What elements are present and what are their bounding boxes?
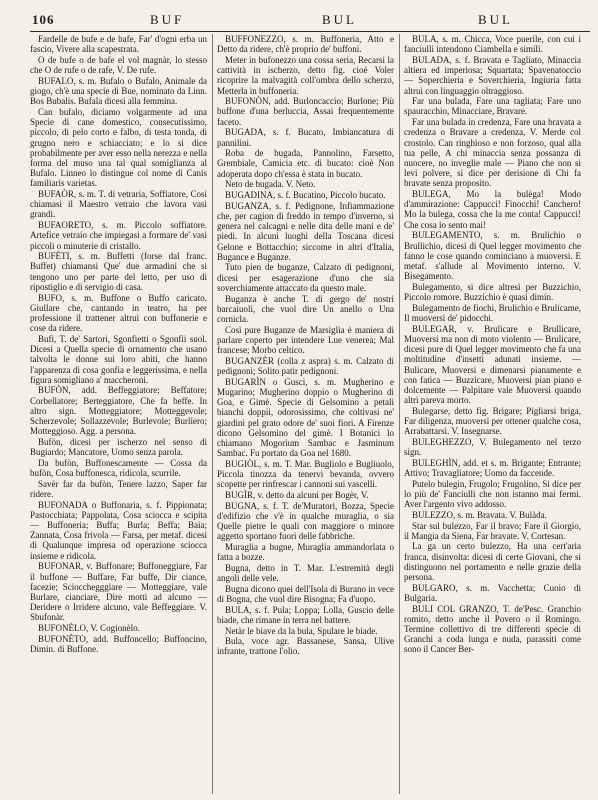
dictionary-entry: BULEGAMENTO, s. m. Brulichio o Brullichio, dicesi di Quel legger movimento che fanno le cose quando cominciano a muoversi. E metaf. s'allude al Movimento interno. V. Bisegamento. bbox=[404, 230, 581, 282]
dictionary-entry: BULEGHEZZO, V. Bulegamento nel terzo sign. bbox=[404, 436, 581, 458]
dictionary-entry: Bufi, T. de' Sartori, Sgonfietti o Sgonfii suol. Dicesi a Quella specie di ornamento che usano talvolta le donne sui loro abiti, che hanno l'apparenza di cosa gonfia e leggerissima, e nella figura somigliano a' maccheroni. bbox=[30, 333, 207, 385]
dictionary-entry: BULEGA, Mo la bulèga! Modo d'ammirazione: Cappucci! Finocchi! Canchero! Mo la bulega, cossa che la me conta! Cappucci! Che cosa io sento mai! bbox=[404, 189, 581, 230]
dictionary-entry: BULEGAR, v. Brulicare e Brullicare, Muoversi ma non di moto violento — Brulicare, dicesi pure di Quel legger movimento che fa una moltitudine d'insetti adunati insieme. — Bulicare, Muoversi e dimenarsi pianamente e con fatica — Buzzicare, Muoversi pian piano e dolcemente — Palpitare vale Muoversi quando altri pareva morto. bbox=[404, 323, 581, 406]
dictionary-entry: BULADA, s. f. Bravata e Tagliato, Minaccia altiera ed imperiosa; Squartata; Spavenatoccio — Soperchieria e Soverchieria, Ingiuria fatta altrui con linguaggio oltraggioso. bbox=[404, 54, 581, 96]
dictionary-entry: Buganza è anche T. di gergo de' nostri barcaiuoli, che vuol dire Un anello o Una cornicla. bbox=[217, 293, 394, 324]
dictionary-entry: BUFÈTI, s. m. Buffetti (forse dal franc. Buffet) chiamansi Que' due armadini che si tengono uno per parte del letto, per uso di ripostiglio e di servigio di casa. bbox=[30, 251, 207, 292]
dictionary-entry: Bugna, detto in T. Mar. L'estremità degli angoli delle vele. bbox=[217, 562, 394, 584]
dictionary-entry: Fardelle de bufe e de bafe, Far' d'ogni erba un fascio, Vivere alla scapestrata. bbox=[30, 34, 207, 55]
dictionary-entry: BUGADINA, s. f. Bucatino, Piccolo bucato. bbox=[225, 190, 386, 201]
dictionary-entry: Bulegamento, si dice altresì per Buzzichio, Piccolo romore. Buzzichio è quasi dimin. bbox=[404, 281, 581, 303]
dictionary-entry: BUFAÒR, s. m. T. di vetraria, Soffiatore, Così chiamasi il Maestro vetraio che lavora vasi grandi. bbox=[30, 189, 207, 220]
dictionary-entry: BUGARÌN o Gusci, s. m. Mugherino e Mugarino; Mugherino doppio o Mugherino di Goa, e Gimè. Specie di Gelsomino a petali bianchi doppii, odorosissimo, che coltivasi ne' giardini pel grato odore de' suoi fiori. A Firenze dicono Gelsomino del gimè. I Botanici lo chiamano Mogorium Sambac e Jasminum Sambac. Fu portato da Goa nel 1680. bbox=[217, 376, 394, 459]
dictionary-entry: BUFFONEZZO, s. m. Buffoneria, Atto e Detto da ridere, ch'è proprio de' buffoni. bbox=[217, 34, 394, 55]
dictionary-entry: BUFONÒN, add. Burloncaccio; Burlone; Più buffone d'una berluccia, Assai frequentemente faceto. bbox=[217, 96, 394, 127]
dictionary-entry: BUFONADA o Buffonaria, s. f. Pippionata; Pastocchiata; Pappolata, Cosa sciocca e scipita — Buffoneria; Buffa; Burla; Beffa; Baia; Zannata, Cosa frivola — Farsa, per metaf. dicesi di Qualunque impresa od operazione sciocca insieme e ridicola. bbox=[30, 499, 207, 561]
column-1 bbox=[30, 34, 207, 794]
dictionary-entry: BULI COL GRANZO, T. de'Pesc. Granchio romito, detto anche il Povero o il Romingo. Termine collettivo di tre differenti specie di Granchi a coda lunga e nuda, parassiti come sono il Cancer Ber- bbox=[404, 603, 581, 655]
dictionary-entry: BUFONÈTO, add. Buffoncello; Buffoncino, Dimin. di Buffone. bbox=[30, 633, 207, 654]
dictionary-entry: BUFONÈLO, V. Cogionèlo. bbox=[38, 623, 140, 634]
dictionary-entry: Bufòn, dicesi per ischerzo nel senso di Bugiardo; Mancatore, Uomo senza parola. bbox=[30, 436, 207, 458]
dictionary-entry: Così pure Buganze de Marsiglia è maniera di parlare coperto per intendere Lue venerea; Mal francese; Morbo celtico. bbox=[217, 324, 394, 356]
dictionary-entry: BULA, s. m. Chicca, Voce puerile, con cui i fanciulli intendono Ciambella e simili. bbox=[404, 34, 581, 55]
column-divider-1 bbox=[212, 34, 213, 794]
dictionary-entry: Bulegamento de fiochi, Brulichio e Brulicame, Il muoversi de' pidocchi. bbox=[404, 302, 581, 323]
header-rule bbox=[30, 31, 590, 32]
dictionary-entry: BULEZZO, s. m. Bravata. V. Bulàda. bbox=[412, 509, 547, 520]
dictionary-entry: Bula, voce agr. Bassanese, Sansa, Ulive infrante, trattone l'olio. bbox=[217, 636, 394, 657]
dictionary-entry: O de bufe o de bafe el vol magnàr, lo stesso che O de rufe o de rafe, V. De rufe. bbox=[30, 54, 207, 76]
dictionary-entry: BUGADA, s. f. Bucato, Imbiancatura di pannilini. bbox=[217, 127, 394, 148]
dictionary-entry: BULEGHÌN, add. et s. m. Brigante; Entrante; Attivo; Travagliatore; Uomo da faccende. bbox=[404, 457, 581, 479]
dictionary-entry: BUFONAR, v. Buffonare; Buffoneggiare, Far il buffone — Buffare, Far buffe, Dir ciance, facezie; Sciocchegggiare — Motteggiare, vale Burlare, cianciare, Dire motti ad alcuno — Deridere o Irridere alcuno, vale Beffeggiare. V. Sbufonàr. bbox=[30, 561, 207, 623]
dictionary-entry: Savèr far da bufòn, Tenere lazzo, Saper far ridere. bbox=[30, 478, 207, 499]
dictionary-entry: BUFALO, s. m. Bufalo o Bufalo, Animale da giogo, ch'è una specie di Bue, nominato da Linn. Bos Bubalis. Bufala dicesi alla femmina. bbox=[30, 75, 207, 107]
dictionary-entry: Neto de bugada. V. Neto. bbox=[225, 179, 316, 190]
dictionary-entry: BUGIÒL, s. m. T. Mar. Bugliolo e Bugliuolo, Piccola tinozza da tenervi bevanda, ovvero scopette per rinfrescar i cannoni sui vascelli. bbox=[217, 458, 394, 490]
dictionary-entry: Far una bulada, Fare una tagliata; Fare uno spauracchio, Minacciare, Bravare. bbox=[404, 96, 581, 117]
dictionary-entry: La ga un certo bulezzo, Ha una cert'aria franca, disinvolta: dicesi di certe Giovani, che si distinguono nel portamento e nelle grazie della persona. bbox=[404, 541, 581, 583]
dictionary-entry: BUGANZA, s. f. Pedignone, Infiammazione che, per cagion di freddo in tempo d'inverno, si genera nel calcagni e nelle dita delle mani e de' piedi. In alcuni luoghi della Toscana dicesi Gelone e Bottacchio; siccome in altri d'Italia, Bugance e Buganze. bbox=[217, 200, 394, 262]
dictionary-entry: BUGANZÈR (colla z aspra) s. m. Calzato di pedignoni; Solito patir pedignoni. bbox=[217, 355, 394, 376]
dictionary-entry: Muraglia a bugne, Muraglia ammandorlata o fatta a bozze. bbox=[217, 541, 394, 563]
running-head-left: BUF bbox=[150, 12, 185, 27]
column-divider-2 bbox=[399, 34, 400, 794]
dictionary-entry: Bulegarse, detto fig. Brigare; Pigliarsi briga, Far diligenza, muoversi per ottener qualche cosa, Arrabattarsi. V. Insegnarse. bbox=[404, 405, 581, 437]
dictionary-entry: BUGNA, s. f. T. de'Muratori, Bozza, Specie d'edifizio che v'è in qualche muraglia, o sia Quelle pietre le quali con maggiore o minore aggetto sportano fuori delle fabbriche. bbox=[217, 500, 394, 542]
dictionary-entry: BULGARO, s. m. Vacchetta; Cuoio di Bulgaria. bbox=[404, 582, 581, 603]
dictionary-entry: Da bufòn, Buffonescamente — Cossa da bufòn, Cosa buffonesca, ridicola, scurrile. bbox=[30, 457, 207, 479]
page-number: 106 bbox=[32, 12, 55, 27]
dictionary-entry: Tuto pien de buganze, Calzato di pedignoni, dicesi per esagerazione d'uno che sia soverchiamente attaccato da questo male. bbox=[217, 262, 394, 293]
running-head-center: BUL bbox=[322, 12, 357, 27]
dictionary-entry: Meter in bufonezzo una cossa seria, Recarsi la cattività in ischerzo, detto fig. cioè Voler ricoprire la malvagità coll'ombra dello scherzo, Metterla in buffoneria. bbox=[217, 54, 394, 96]
dictionary-entry: Roba de bugada, Pannolino, Farsetto, Grembiale, Camicia etc. di bucato: cioè Non adoperata dopo ch'essa è stata in bucato. bbox=[217, 148, 394, 179]
column-2 bbox=[217, 34, 394, 794]
dictionary-entry: BUFÒN, add. Beffeggiatore; Beffatore; Corbellatore; Berteggiatore, Che fa beffe. In altro sign. Motteggiatore; Motteggevole; Scherzevole; Sollazzevole; Burlevole; Burliero; Motteggioso. Agg. a persona. bbox=[30, 385, 207, 437]
dictionary-entry: BUFAORETO, s. m. Piccolo soffiatore. Artefice vetraio che impiegasi a formare de' vasi piccoli o minuterie di cristallo. bbox=[30, 220, 207, 251]
dictionary-entry: Netàr le biave da la bula, Spulare le biade. bbox=[225, 625, 378, 636]
dictionary-entry: BUGÌR, v. detto da alcuni per Bogèr, V. bbox=[225, 489, 369, 500]
dictionary-entry: Can bufalo, diciamo volgarmente ad una Specie di cane domestico, consecutissimo, piccolo, di pelo corto e falbo, di testa tonda, di grugno nero e schiacciato; e lo si dice probabilmente per aver esso nella nerezza e nella forma del muso una tal qual somiglianza al Bufalo. Linneo lo distingue col nome di Canis familiaris varietas. bbox=[30, 106, 207, 189]
dictionary-entry: Star sul bulezzo, Far il bravo; Fare il Giorgio, il Mangia da Siena, Far bravate. V. Cortesan. bbox=[404, 520, 581, 541]
running-head-right: BUL bbox=[478, 12, 513, 27]
dictionary-entry: Putelo bulegìn, Frugolo; Frugolino, Si dice per lo più de' Fanciulli che non istanno mai fermi. Aver l'argento vivo addosso. bbox=[404, 478, 581, 510]
column-3 bbox=[404, 34, 581, 794]
dictionary-entry: Bugna dicono quei dell'Isola di Burano in vece di Bogna, che vuol dire Bisogna; Fa d'uopo. bbox=[217, 583, 394, 604]
dictionary-entry: Far una bulada in credenza, Fare una bravata a credenza o Bravare a credenza, V. Merde col crostolo. Can ringhioso e non forzoso, qual alla tua pelle, A chi minaccia senza possanza di nuocere, no inveglie male — Piano che non si levi polvere, si dice per derisione di Chi fa bravate senza proposito. bbox=[404, 117, 581, 189]
dictionary-entry: BUFO, s. m. Buffone o Buffo caricato. Giullare che, cantando in teatro, ha per professione il trattener altrui con buffonerie e cose da ridere. bbox=[30, 292, 207, 334]
dictionary-entry: BULA, s. f. Pula; Loppa; Lolla, Guscio delle biade, che rimane in terra nel battere. bbox=[217, 604, 394, 625]
